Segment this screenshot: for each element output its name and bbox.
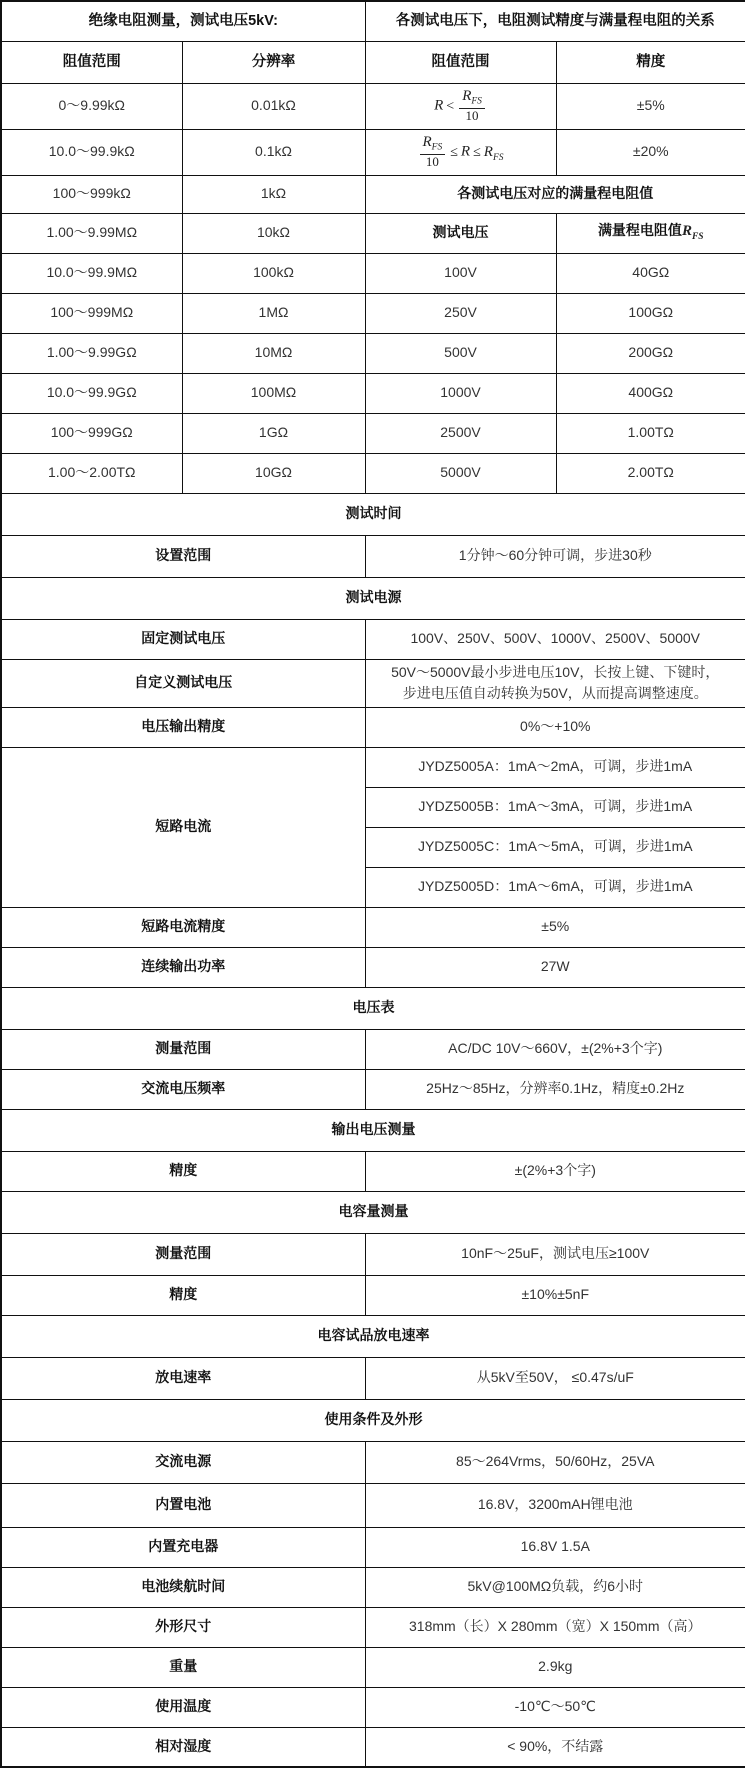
resolution-cell: 1MΩ (182, 293, 365, 333)
capacitance-accuracy-label: 精度 (1, 1275, 365, 1315)
battery-life-label: 电池续航时间 (1, 1567, 365, 1607)
short-circuit-current-model-a: JYDZ5005A：1mA～2mA，可调，步进1mA (365, 747, 745, 787)
battery-label: 内置电池 (1, 1483, 365, 1527)
resolution-cell: 10kΩ (182, 213, 365, 253)
resistance-range-cell: 10.0～99.9GΩ (1, 373, 182, 413)
spec-row (1, 1233, 745, 1275)
voltmeter-range-value: AC/DC 10V～660V，±(2%+3个字) (365, 1029, 745, 1069)
section-row (1, 1315, 745, 1357)
fs-voltage-cell: 2500V (365, 413, 556, 453)
continuous-output-power-value: 27W (365, 947, 745, 987)
spec-row (1, 1029, 745, 1069)
spec-row (1, 659, 745, 707)
section-row (1, 577, 745, 619)
resistance-range-cell: 10.0～99.9MΩ (1, 253, 182, 293)
voltmeter-range-label: 测量范围 (1, 1029, 365, 1069)
fullscale-section-title: 各测试电压对应的满量程电阻值 (365, 175, 745, 213)
spec-row (1, 1687, 745, 1727)
short-circuit-current-accuracy-label: 短路电流精度 (1, 907, 365, 947)
math-op-le: ≤ (473, 144, 481, 160)
dimensions-label: 外形尺寸 (1, 1607, 365, 1647)
math-var-r: R (434, 97, 444, 114)
spec-row (1, 1151, 745, 1191)
table-row (1, 253, 745, 293)
set-range-value: 1分钟～60分钟可调，步进30秒 (365, 535, 745, 577)
fs-voltage-cell: 500V (365, 333, 556, 373)
spec-row (1, 1647, 745, 1687)
resistance-range-cell: 1.00～2.00TΩ (1, 453, 182, 493)
set-range-label: 设置范围 (1, 535, 365, 577)
table-row (1, 453, 745, 493)
table-row (1, 333, 745, 373)
short-circuit-current-model-b: JYDZ5005B：1mA～3mA，可调，步进1mA (365, 787, 745, 827)
section-capacitance: 电容量测量 (1, 1191, 745, 1233)
fs-col-header-resistance: 满量程电阻值$R_{FS}$ (556, 213, 745, 253)
math-op-lt: < (446, 98, 455, 114)
spec-row (1, 1727, 745, 1767)
dimensions-value: 318mm（长）X 280mm（宽）X 150mm（高） (365, 1607, 745, 1647)
spec-row (1, 535, 745, 577)
voltage-output-accuracy-label: 电压输出精度 (1, 707, 365, 747)
fs-resistance-cell: 40GΩ (556, 253, 745, 293)
section-test-power: 测试电源 (1, 577, 745, 619)
ac-power-value: 85～264Vrms，50/60Hz，25VA (365, 1441, 745, 1483)
section-test-time: 测试时间 (1, 493, 745, 535)
table-row (1, 83, 745, 129)
resistance-range-cell: 10.0～99.9kΩ (1, 129, 182, 175)
section-output-voltage: 输出电压测量 (1, 1109, 745, 1151)
section-usage-conditions: 使用条件及外形 (1, 1399, 745, 1441)
fs-voltage-cell: 250V (365, 293, 556, 333)
fs-resistance-cell: 200GΩ (556, 333, 745, 373)
continuous-output-power-label: 连续输出功率 (1, 947, 365, 987)
fixed-test-voltage-label: 固定测试电压 (1, 619, 365, 659)
custom-test-voltage-value (365, 659, 745, 707)
ac-frequency-label: 交流电压频率 (1, 1069, 365, 1109)
weight-value: 2.9kg (365, 1647, 745, 1687)
capacitance-range-label: 测量范围 (1, 1233, 365, 1275)
resistance-range-cell: 100～999kΩ (1, 175, 182, 213)
table-row (1, 413, 745, 453)
capacitance-accuracy-value: ±10%±5nF (365, 1275, 745, 1315)
voltage-output-accuracy-value: 0%～+10% (365, 707, 745, 747)
short-circuit-current-accuracy-value: ±5% (365, 907, 745, 947)
resolution-cell: 1GΩ (182, 413, 365, 453)
short-circuit-current-label: 短路电流 (1, 747, 365, 907)
resistance-range-cell: 100～999GΩ (1, 413, 182, 453)
spec-row (1, 1483, 745, 1527)
math-var-rfs: $R_{FS}$ (483, 143, 504, 163)
ac-power-label: 交流电源 (1, 1441, 365, 1483)
custom-test-voltage-line1: 50V～5000V最小步进电压10V，长按上键、下键时， (391, 664, 720, 680)
short-circuit-current-model-c: JYDZ5005C：1mA～5mA，可调，步进1mA (365, 827, 745, 867)
spec-row (1, 947, 745, 987)
weight-label: 重量 (1, 1647, 365, 1687)
resolution-cell: 0.01kΩ (182, 83, 365, 129)
table-row (1, 293, 745, 333)
section-row (1, 1109, 745, 1151)
right-table-title: 各测试电压下，电阻测试精度与满量程电阻的关系 (365, 1, 745, 41)
accuracy-condition-low-formula (365, 83, 556, 129)
fs-voltage-cell: 1000V (365, 373, 556, 413)
section-row (1, 1399, 745, 1441)
operating-temperature-label: 使用温度 (1, 1687, 365, 1727)
math-var-r: R (460, 143, 471, 160)
discharge-rate-value: 从5kV至50V， ≤0.47s/uF (365, 1357, 745, 1399)
relative-humidity-value: < 90%，不结露 (365, 1727, 745, 1767)
resistance-range-cell: 100～999MΩ (1, 293, 182, 333)
accuracy-condition-high-formula (365, 129, 556, 175)
fs-resistance-cell: 100GΩ (556, 293, 745, 333)
fs-col-header-voltage: 测试电压 (365, 213, 556, 253)
battery-life-value: 5kV@100MΩ负载，约6小时 (365, 1567, 745, 1607)
resistance-range-cell: 1.00～9.99GΩ (1, 333, 182, 373)
spec-row (1, 907, 745, 947)
section-row (1, 987, 745, 1029)
accuracy-cell: ±5% (556, 83, 745, 129)
resolution-cell: 10GΩ (182, 453, 365, 493)
discharge-rate-label: 放电速率 (1, 1357, 365, 1399)
spec-row (1, 1607, 745, 1647)
spec-row (1, 1441, 745, 1483)
custom-test-voltage-label: 自定义测试电压 (1, 659, 365, 707)
left-table-title: 绝缘电阻测量，测试电压5kV: (1, 1, 365, 41)
fs-resistance-cell: 2.00TΩ (556, 453, 745, 493)
fs-resistance-cell: 1.00TΩ (556, 413, 745, 453)
resistance-range-cell: 1.00～9.99MΩ (1, 213, 182, 253)
fs-voltage-cell: 5000V (365, 453, 556, 493)
column-header-row (1, 41, 745, 83)
table-row (1, 373, 745, 413)
output-voltage-accuracy-label: 精度 (1, 1151, 365, 1191)
battery-value: 16.8V，3200mAH锂电池 (365, 1483, 745, 1527)
table-row (1, 129, 745, 175)
output-voltage-accuracy-value: ±(2%+3个字) (365, 1151, 745, 1191)
short-circuit-current-model-d: JYDZ5005D：1mA～6mA，可调，步进1mA (365, 867, 745, 907)
resistance-range-cell: 0～9.99kΩ (1, 83, 182, 129)
spec-row (1, 1069, 745, 1109)
capacitance-range-value: 10nF～25uF，测试电压≥100V (365, 1233, 745, 1275)
spec-row (1, 619, 745, 659)
col-header-resistance-range: 阻值范围 (1, 41, 182, 83)
resolution-cell: 100kΩ (182, 253, 365, 293)
fs-resistance-cell: 400GΩ (556, 373, 745, 413)
col-header-accuracy: 精度 (556, 41, 745, 83)
resolution-cell: 10MΩ (182, 333, 365, 373)
spec-row (1, 1527, 745, 1567)
resolution-cell: 0.1kΩ (182, 129, 365, 175)
section-row (1, 1191, 745, 1233)
fs-voltage-cell: 100V (365, 253, 556, 293)
fraction: $\frac{R_{FS}}{10}$ (459, 88, 485, 123)
charger-label: 内置充电器 (1, 1527, 365, 1567)
relative-humidity-label: 相对湿度 (1, 1727, 365, 1767)
section-discharge-rate: 电容试品放电速率 (1, 1315, 745, 1357)
title-row (1, 1, 745, 41)
spec-row (1, 1567, 745, 1607)
fixed-test-voltage-value: 100V、250V、500V、1000V、2500V、5000V (365, 619, 745, 659)
spec-row (1, 1275, 745, 1315)
math-op-le: ≤ (450, 144, 458, 160)
section-voltmeter: 电压表 (1, 987, 745, 1029)
accuracy-cell: ±20% (556, 129, 745, 175)
fraction: $\frac{R_{FS}}{10}$ (420, 134, 446, 169)
spec-row (1, 1357, 745, 1399)
operating-temperature-value: -10℃～50℃ (365, 1687, 745, 1727)
col-header-resistance-range-right: 阻值范围 (365, 41, 556, 83)
resolution-cell: 1kΩ (182, 175, 365, 213)
col-header-resolution: 分辨率 (182, 41, 365, 83)
custom-test-voltage-line2: 步进电压值自动转换为50V，从而提高调整速度。 (402, 685, 708, 701)
ac-frequency-value: 25Hz～85Hz，分辨率0.1Hz，精度±0.2Hz (365, 1069, 745, 1109)
table-row (1, 175, 745, 213)
resolution-cell: 100MΩ (182, 373, 365, 413)
charger-value: 16.8V 1.5A (365, 1527, 745, 1567)
section-row (1, 493, 745, 535)
spec-row (1, 747, 745, 787)
spec-row (1, 707, 745, 747)
table-row (1, 213, 745, 253)
